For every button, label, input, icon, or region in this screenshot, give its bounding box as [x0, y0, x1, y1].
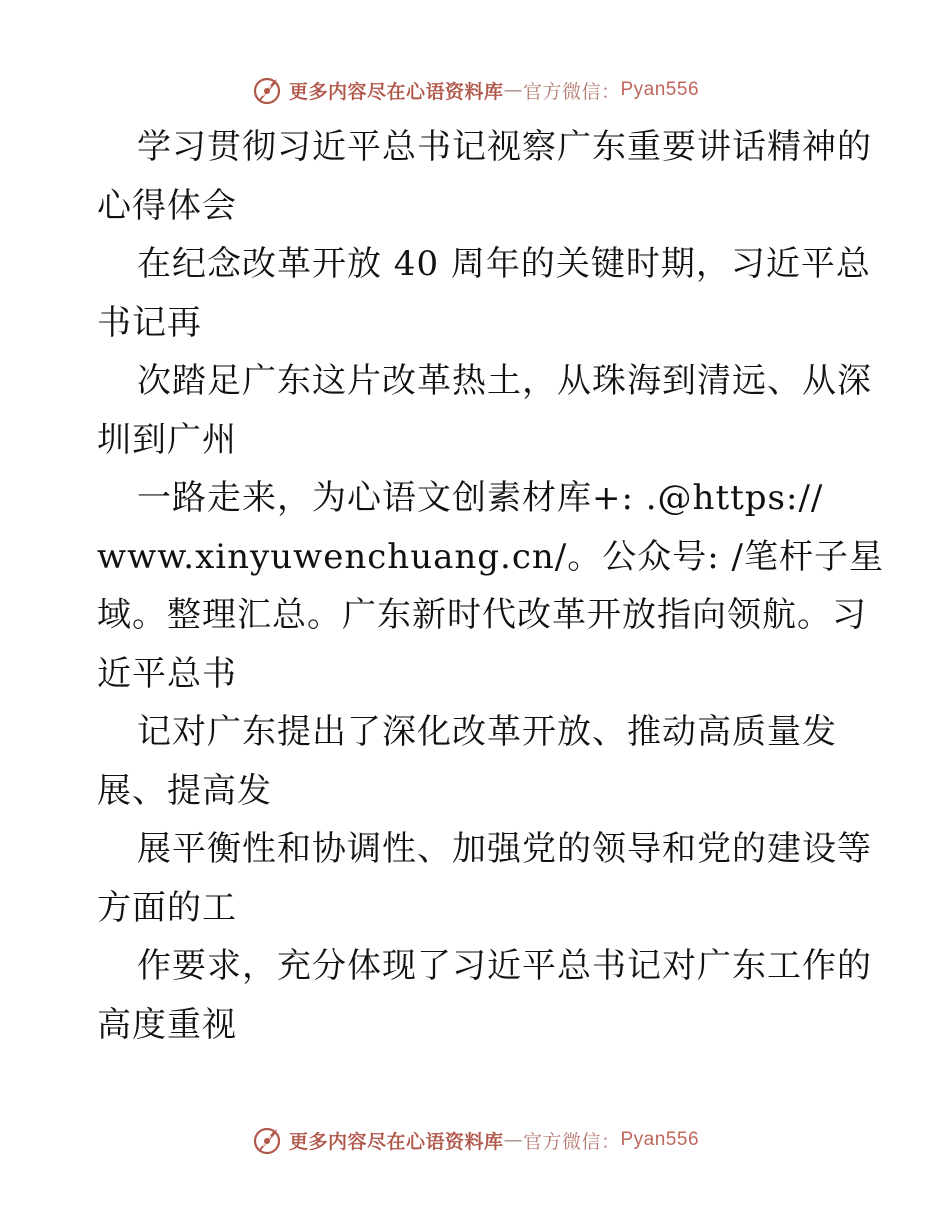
- paragraph-line: 一路走来，为心语文创素材库+: .@https://: [137, 478, 824, 518]
- quill-pen-logo-icon: [251, 1124, 283, 1156]
- banner-separator: —: [503, 79, 523, 101]
- wechat-id: Pyan556: [620, 1129, 700, 1150]
- paragraph-line: 展、提高发: [97, 770, 272, 811]
- paragraph-line: 高度重视: [97, 1004, 237, 1045]
- paragraph-line: 圳到广州: [97, 419, 237, 460]
- promo-text: 更多内容尽在心语资料库: [288, 1130, 504, 1153]
- footer-watermark-banner: [0, 1120, 950, 1160]
- paragraph-line: 近平总书: [97, 653, 237, 694]
- paragraph-line: 展平衡性和协调性、加强党的领导和党的建设等: [137, 829, 872, 869]
- quill-pen-logo-icon: [251, 74, 283, 106]
- promo-text: 更多内容尽在心语资料库: [288, 80, 504, 103]
- paragraph-line: 次踏足广东这片改革热土，从珠海到清远、从深: [137, 361, 872, 401]
- wechat-label: 官方微信：: [522, 80, 621, 103]
- paragraph-line: 书记再: [97, 302, 202, 343]
- paragraph-line: 域。整理汇总。广东新时代改革开放指向领航。习: [97, 595, 867, 635]
- paragraph-line: www.xinyuwenchuang.cn/。公众号: /笔杆子星: [97, 536, 884, 577]
- wechat-label: 官方微信：: [522, 1130, 621, 1153]
- document-title-line-2: 心得体会: [97, 185, 237, 226]
- paragraph-line: 方面的工: [97, 887, 237, 928]
- paragraph-line: 作要求，充分体现了习近平总书记对广东工作的: [137, 946, 872, 986]
- wechat-id: Pyan556: [620, 79, 700, 100]
- document-body: [97, 118, 884, 1054]
- banner-separator: —: [503, 1129, 523, 1151]
- paragraph-line: 在纪念改革开放 40 周年的关键时期，习近平总: [137, 244, 871, 284]
- document-title-line-1: 学习贯彻习近平总书记视察广东重要讲话精神的: [137, 127, 872, 167]
- header-watermark-banner: [0, 70, 950, 110]
- paragraph-line: 记对广东提出了深化改革开放、推动高质量发: [137, 712, 837, 752]
